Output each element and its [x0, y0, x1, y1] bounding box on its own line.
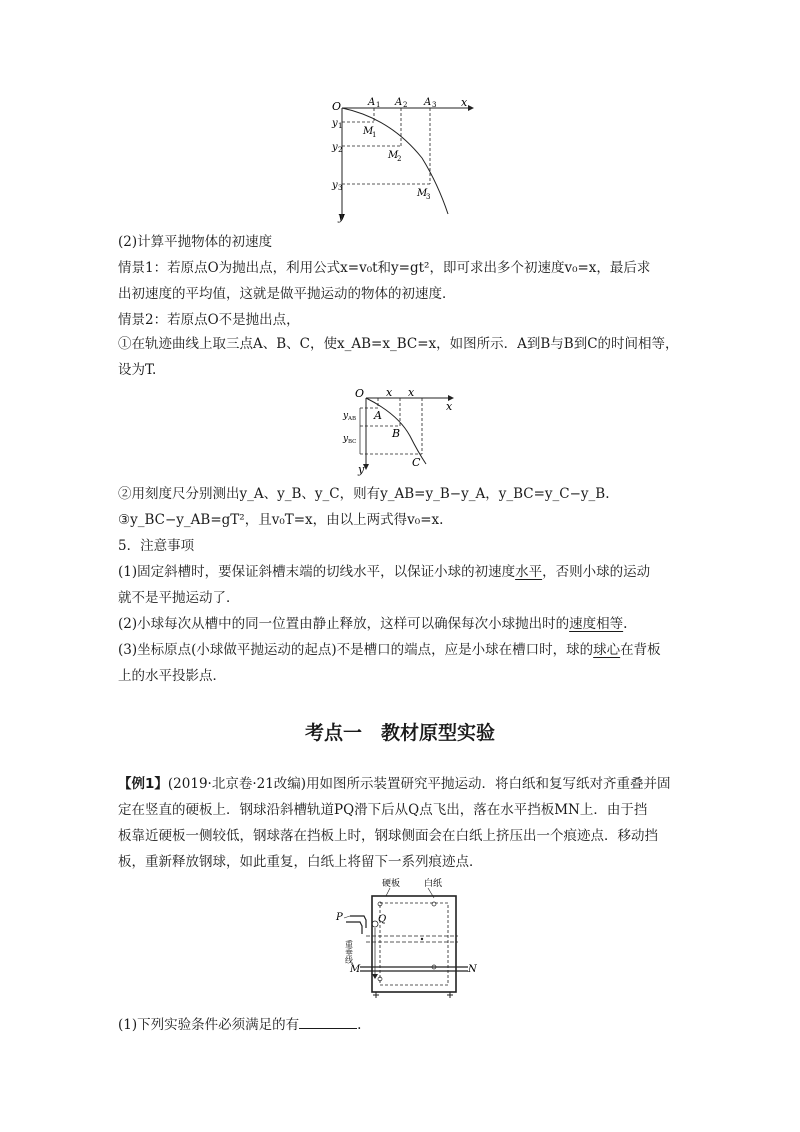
fig1-y2-sub: 2: [338, 146, 343, 154]
example-line-1: 【例1】(2019·北京卷·21改编)用如图所示装置研究平抛运动．将白纸和复写纸对齐重叠并固: [118, 776, 671, 792]
fig2-point-b: B: [392, 427, 401, 440]
fig3-n-label: N: [468, 964, 477, 975]
fig2-y-ab: y: [343, 411, 349, 421]
fig1-m1-label: M: [363, 126, 374, 137]
fig3-paper-label: 白纸: [424, 879, 443, 889]
question-1: (1)下列实验条件必须满足的有 .: [118, 1014, 690, 1035]
fig2-point-c: C: [412, 456, 421, 469]
fig2-point-a: A: [374, 409, 382, 422]
fig2-x-axis-label: x: [446, 400, 453, 413]
scene2-line-1: 情景2：若原点O不是抛出点，: [118, 312, 300, 328]
note-1-line-2: 就不是平抛运动了．: [118, 590, 240, 606]
apparatus-figure: [330, 876, 480, 1004]
note-2-underlined: 速度相等: [569, 616, 624, 632]
step1-line-2: 设为T.: [118, 362, 157, 378]
example-source: (2019·北京卷·21改编): [167, 776, 307, 792]
fig2-y-ab-sub: AB: [348, 416, 357, 422]
fig2-x-top-2: x: [408, 386, 415, 399]
note-3-line-2: 上的水平投影点．: [118, 668, 226, 684]
fig1-y-label: y: [338, 210, 345, 223]
answer-blank[interactable]: [299, 1014, 357, 1029]
step2-line: ②用刻度尺分别测出y_A、y_B、y_C，则有y_AB=y_B−y_A，y_BC=y_C−y_B.: [118, 486, 610, 502]
fig1-m2-label: M: [388, 150, 399, 161]
fig3-q-label: Q: [378, 914, 387, 925]
note-1-underlined: 水平: [515, 564, 543, 580]
trajectory-figure-1: [330, 96, 475, 224]
fig1-a2-sub: 2: [403, 101, 408, 109]
notes-title: 5．注意事项: [118, 538, 195, 554]
trajectory-figure-2: [338, 384, 458, 476]
example-tag: 【例1】: [118, 776, 168, 792]
step3-line: ③y_BC−y_AB=gT²，且v₀T=x，由以上两式得v₀=x.: [118, 512, 444, 528]
step1-line-1: ①在轨迹曲线上取三点A、B、C，使x_AB=x_BC=x，如图所示．A到B与B到C的时间相等，: [118, 336, 679, 352]
fig1-y3-sub: 3: [338, 184, 343, 192]
fig1-a3-label: A: [424, 97, 432, 108]
example-line-3: 板靠近硬板一侧较低，钢球落在挡板上时，钢球侧面会在白纸上挤压出一个痕迹点．移动挡: [118, 828, 658, 844]
fig1-m3-label: M: [417, 188, 428, 199]
note-3-line-1: (3)坐标原点(小球做平抛运动的起点)不是槽口的端点，应是小球在槽口时，球的球心在背板: [118, 642, 661, 658]
section-2-title: (2)计算平抛物体的初速度: [118, 234, 273, 250]
scene1-line-1: 情景1：若原点O为抛出点，利用公式x=v₀t和y=gt²，即可求出多个初速度v₀=x，最后求: [118, 260, 651, 276]
fig2-origin-label: O: [355, 387, 365, 400]
fig1-a3-sub: 3: [432, 101, 437, 109]
fig1-m1-sub: 1: [372, 131, 377, 139]
fig1-m3-sub: 3: [426, 193, 431, 201]
note-3-underlined: 球心: [593, 642, 621, 658]
fig1-y2-label: y: [332, 142, 338, 153]
example-line-2: 定在竖直的硬板上．钢球沿斜槽轨道PQ滑下后从Q点飞出，落在水平挡板MN上．由于挡: [118, 802, 648, 818]
fig3-board-label: 硬板: [382, 879, 401, 889]
fig1-y3-label: y: [332, 180, 338, 191]
fig2-y-bc-sub: BC: [348, 439, 357, 445]
note-1-line-1: (1)固定斜槽时，要保证斜槽末端的切线水平，以保证小球的初速度水平，否则小球的运动: [118, 564, 651, 580]
fig3-m-label: M: [350, 964, 361, 975]
fig2-x-top-1: x: [386, 386, 393, 399]
fig2-y-axis-label: y: [358, 463, 365, 476]
scene1-line-2: 出初速度的平均值，这就是做平抛运动的物体的初速度．: [118, 286, 456, 302]
section-heading: 考点一 教材原型实验: [304, 722, 495, 744]
fig1-m2-sub: 2: [397, 155, 402, 163]
fig1-a2-label: A: [395, 97, 403, 108]
fig3-plumb-label: 重垂线: [344, 940, 354, 964]
fig3-p-label: P: [336, 912, 343, 923]
fig1-y1-label: y: [332, 118, 338, 129]
fig2-y-bc: y: [343, 434, 349, 444]
fig1-y1-sub: 1: [338, 122, 343, 130]
fig1-a1-label: A: [368, 97, 376, 108]
note-2-line: (2)小球每次从槽中的同一位置由静止释放，这样可以确保每次小球抛出时的速度相等.: [118, 616, 628, 632]
fig1-a1-sub: 1: [376, 101, 381, 109]
example-line-4: 板，重新释放钢球，如此重复，白纸上将留下一系列痕迹点．: [118, 854, 483, 870]
fig1-x-label: x: [461, 96, 468, 109]
fig1-origin-label: O: [332, 100, 342, 113]
